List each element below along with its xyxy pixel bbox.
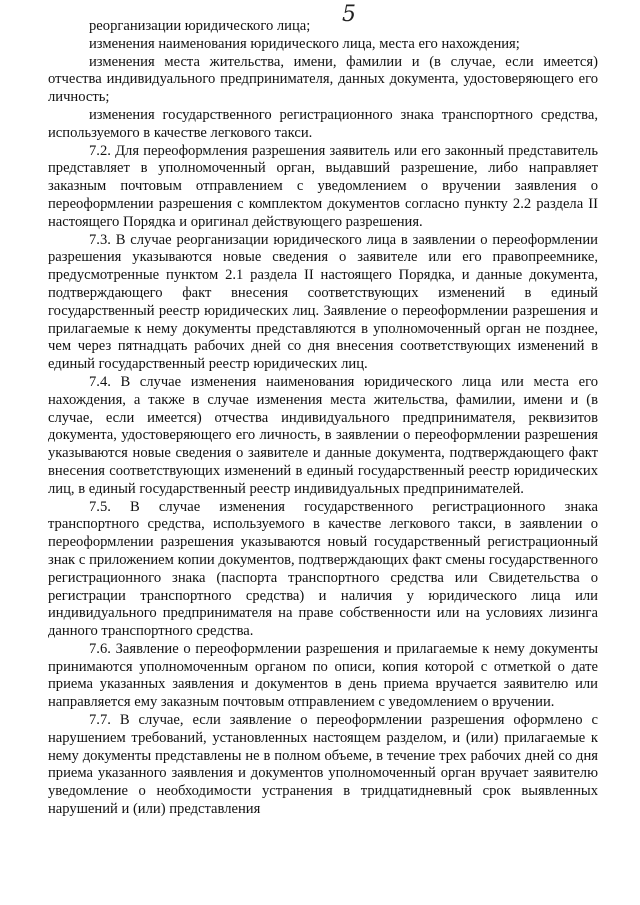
paragraph: 7.2. Для переоформления разрешения заявитель или его законный представитель представляет в уполномоченный орган, выдавший разрешение, либо направляет заказным почтовым отправлением с уведомлением о вручении заявления о переоформлении разрешения с комплектом документов согласно пункту 2.2 раздела II настоящего Порядка и оригинал действующего разрешения.	[48, 142, 598, 230]
paragraph: 7.7. В случае, если заявление о переоформлении разрешения оформлено с нарушением требований, установленных настоящем разделом, и (или) прилагаемые к нему документы представлены не в полном объеме, в течение трех рабочих дней со дня приема указанного заявления и документов уполномоченный орган вручает заявителю уведомление о необходимости устранения в тридцатидневный срок выявленных нарушений и (или) представления	[48, 712, 598, 818]
paragraph: реорганизации юридического лица;	[89, 18, 311, 34]
document-body	[48, 18, 598, 819]
paragraph: 7.4. В случае изменения наименования юридического лица или места его нахождения, а также в случае изменения места жительства, фамилии, имени и (в случае, если имеется) отчества индивидуального предпринимателя, реквизитов документа, удостоверяющего его личность, в заявлении о переоформлении разрешения указываются новые сведения о заявителе и данные документа, подтверждающего факт внесения соответствующих изменений в единый государственный реестр юридических лиц, в единый государственный реестр индивидуальных предпринимателей.	[48, 373, 598, 497]
page-number: 5	[342, 2, 356, 27]
paragraph: изменения наименования юридического лица, места его нахождения;	[89, 35, 520, 52]
paragraph: изменения места жительства, имени, фамилии и (в случае, если имеется) отчества индивидуального предпринимателя, данных документа, удостоверяющего его личность;	[48, 53, 598, 106]
paragraph: изменения государственного регистрационного знака транспортного средства, используемого в качестве легкового такси.	[48, 106, 598, 141]
paragraph: 7.5. В случае изменения государственного регистрационного знака транспортного средства, используемого в качестве легкового такси, в заявлении о переоформлении разрешения указываются новый государственный регистрационный знак с приложением копии документов, подтверждающих факт смены государственного регистрационного знака (паспорта транспортного средства или Свидетельства о регистрации транспортного средства) и наличия у юридического лица или индивидуального предпринимателя на праве собственности или на условиях лизинга данного транспортного средства.	[48, 498, 598, 640]
paragraph: 7.3. В случае реорганизации юридического лица в заявлении о переоформлении разрешения указываются новые сведения о заявителе или его правопреемнике, предусмотренные пунктом 2.1 раздела II настоящего Порядка, и данные документа, подтверждающего факт внесения соответствующих изменений в единый государственный реестр юридических лиц. Заявление о переоформлении разрешения и прилагаемые к нему документы представляются в уполномоченный орган не позднее, чем через пятнадцать рабочих дней со дня внесения соответствующих изменений в единый государственный реестр юридических лиц.	[48, 231, 598, 373]
paragraph: 7.6. Заявление о переоформлении разрешения и прилагаемые к нему документы принимаются уполномоченным органом по описи, копия которой с отметкой о дате приема указанных заявления и документов в день приема вручается заявителю или направляется ему заказным почтовым отправлением с уведомлением о вручении.	[48, 640, 598, 711]
